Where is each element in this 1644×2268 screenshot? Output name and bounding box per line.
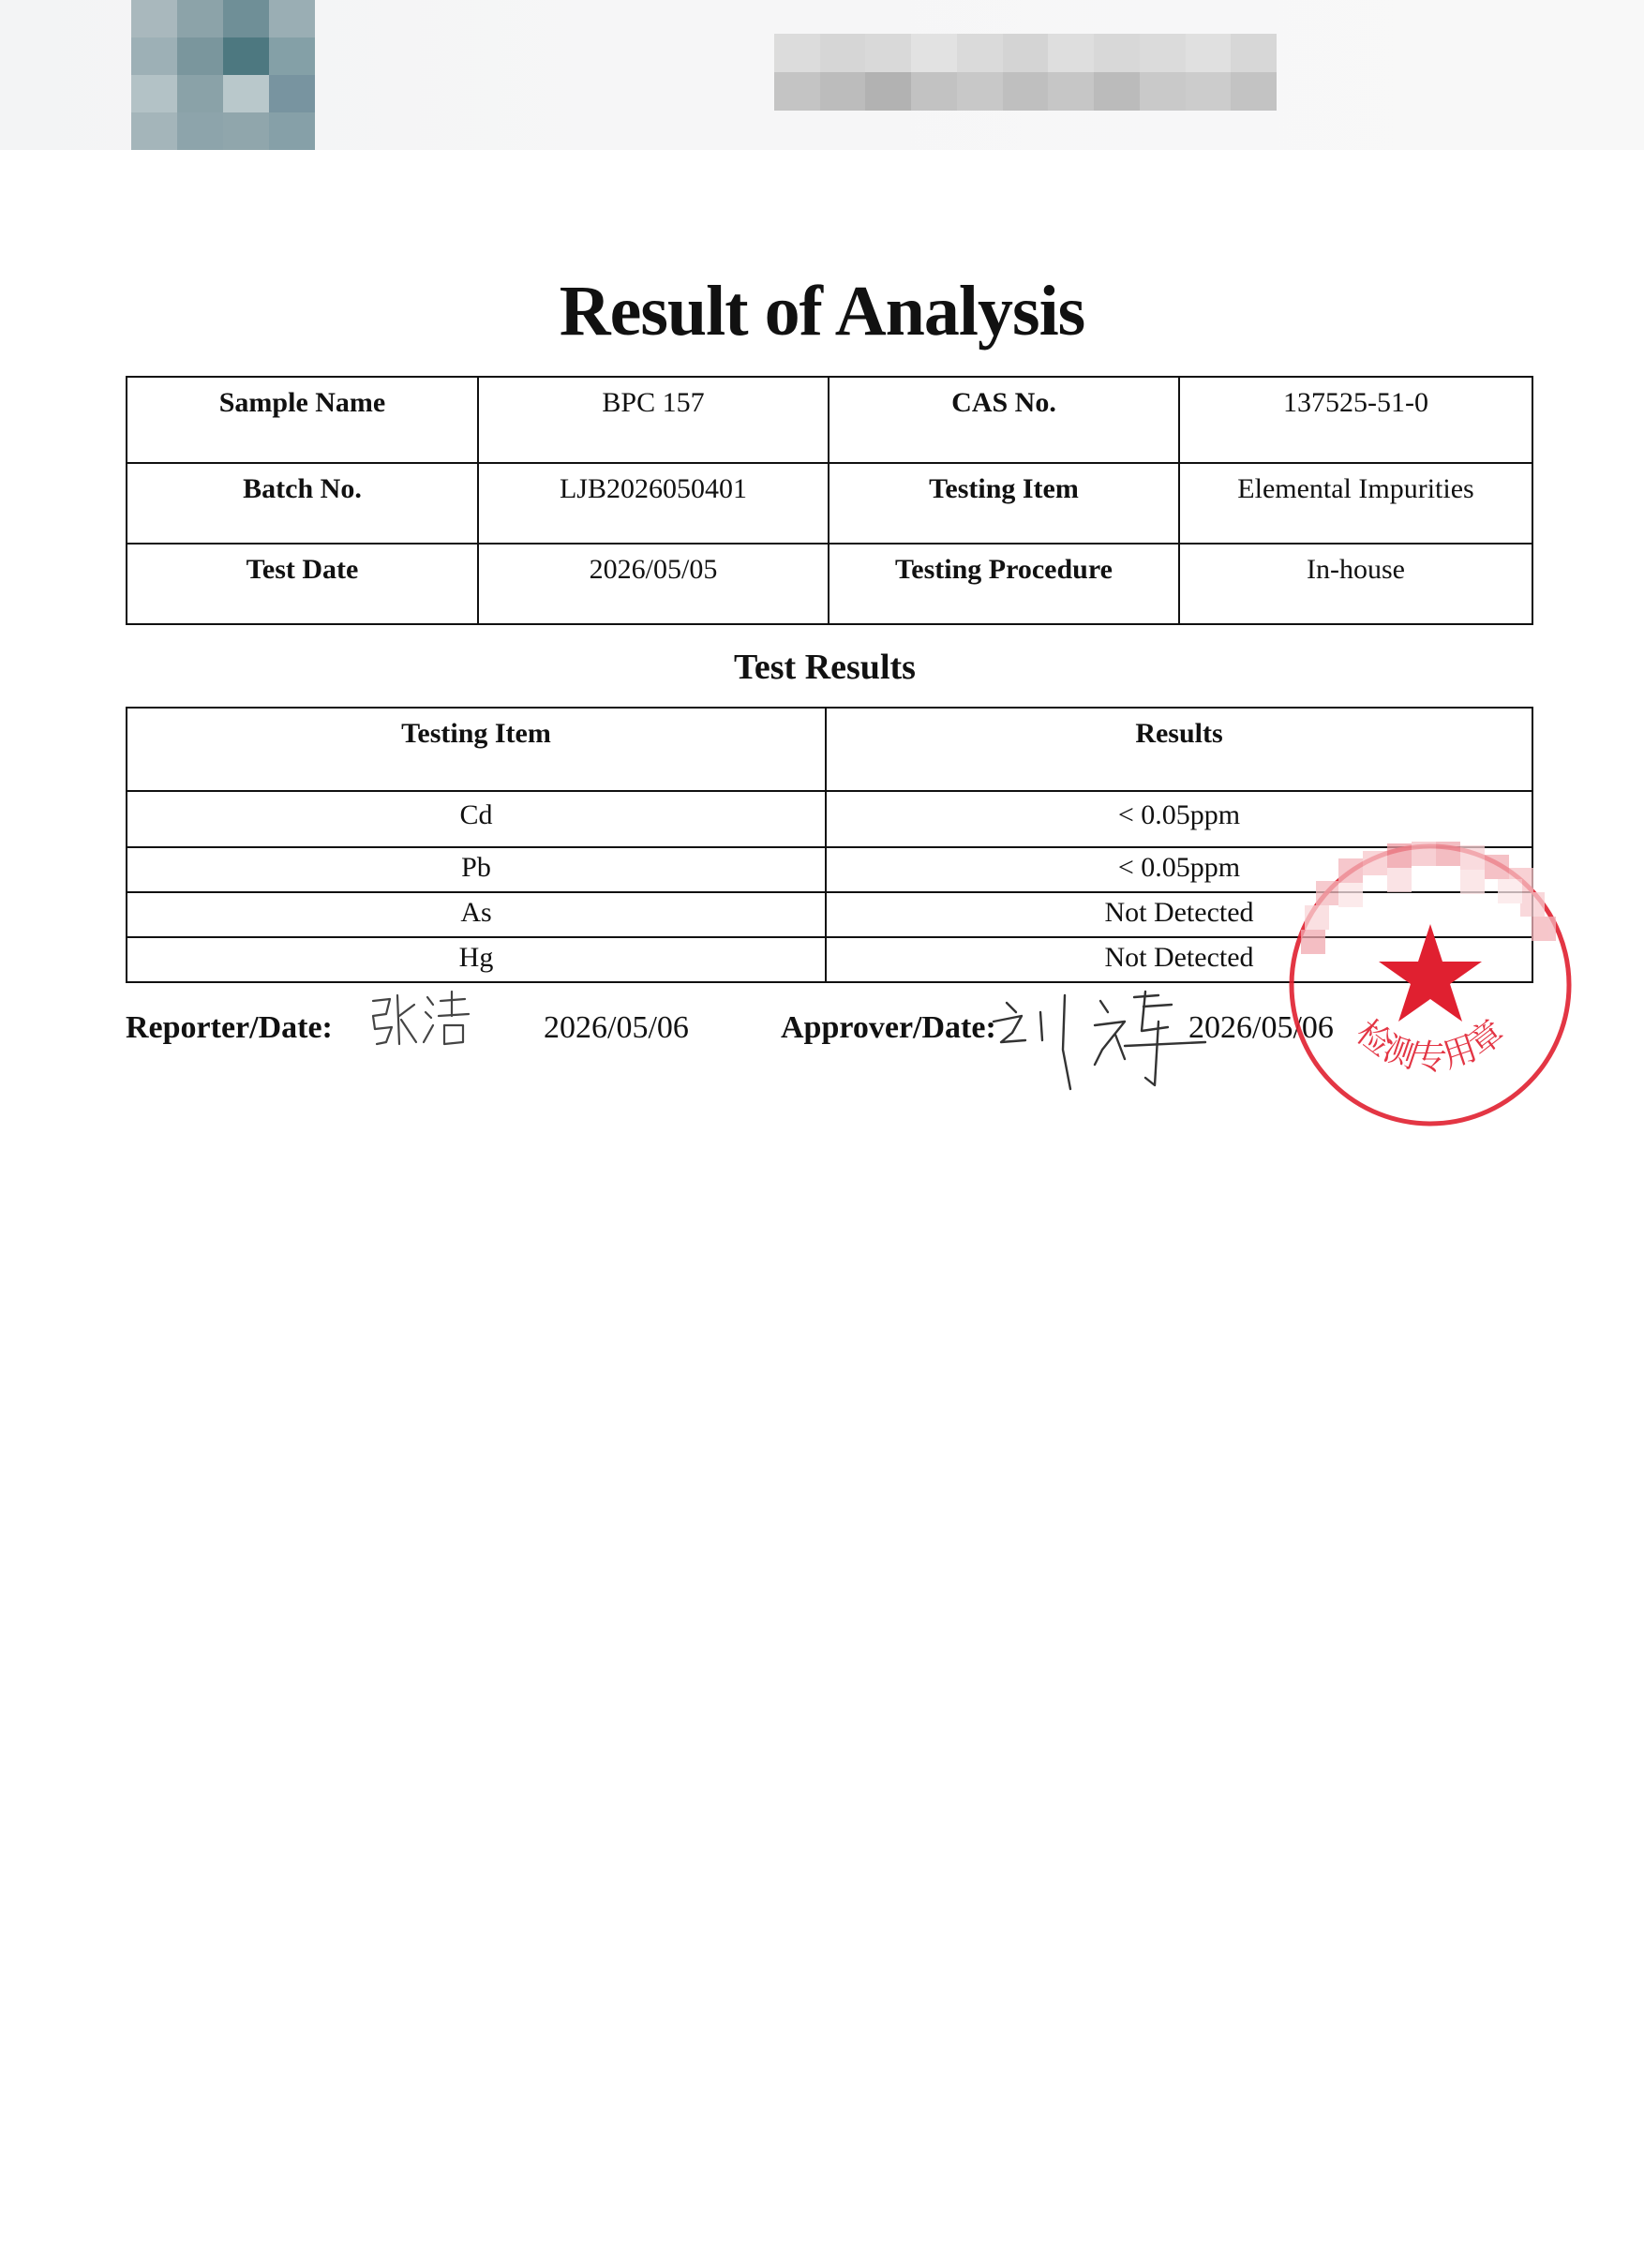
- element-cell: Pb: [127, 847, 826, 892]
- testing-item-label: Testing Item: [829, 463, 1179, 544]
- result-cell: Not Detected: [826, 937, 1532, 982]
- sample-name-label: Sample Name: [127, 377, 478, 463]
- batch-number-label: Batch No.: [127, 463, 478, 544]
- approver-signature: [984, 984, 1218, 1097]
- cas-number-label: CAS No.: [829, 377, 1179, 463]
- redacted-header: [0, 0, 1644, 150]
- cas-number-value: 137525-51-0: [1179, 377, 1532, 463]
- column-header-results: Results: [826, 708, 1532, 791]
- batch-number-value: LJB2026050401: [478, 463, 829, 544]
- element-cell: Cd: [127, 791, 826, 847]
- stamp-text: 检测专用章: [1349, 1012, 1512, 1077]
- inspection-stamp: [1282, 830, 1578, 1140]
- reporter-date-label: Reporter/Date:: [126, 1010, 333, 1045]
- info-row: [127, 377, 1532, 463]
- result-cell: Not Detected: [826, 892, 1532, 937]
- document-title: Result of Analysis: [559, 272, 1085, 351]
- test-date-label: Test Date: [127, 544, 478, 624]
- testing-procedure-label: Testing Procedure: [829, 544, 1179, 624]
- result-cell: < 0.05ppm: [826, 847, 1532, 892]
- info-row: [127, 544, 1532, 624]
- approver-date-value: 2026/05/06: [1188, 1010, 1334, 1045]
- svg-text:检测专用章: [1349, 1013, 1512, 1077]
- reporter-signature: [366, 988, 478, 1053]
- column-header-testing-item: Testing Item: [127, 708, 826, 791]
- testing-item-value: Elemental Impurities: [1179, 463, 1532, 544]
- test-results-heading: Test Results: [734, 648, 916, 687]
- redacted-logo: [131, 0, 315, 150]
- element-cell: As: [127, 892, 826, 937]
- result-cell: < 0.05ppm: [826, 791, 1532, 847]
- test-date-value: 2026/05/05: [478, 544, 829, 624]
- results-header-row: [127, 708, 1532, 791]
- approver-date-label: Approver/Date:: [781, 1010, 996, 1045]
- sample-name-value: BPC 157: [478, 377, 829, 463]
- sample-info-table: [126, 376, 1533, 625]
- info-row: [127, 463, 1532, 544]
- testing-procedure-value: In-house: [1179, 544, 1532, 624]
- stamp-star-icon: [1379, 924, 1482, 1022]
- reporter-date-value: 2026/05/06: [544, 1010, 689, 1045]
- element-cell: Hg: [127, 937, 826, 982]
- redacted-company-name: [774, 34, 1277, 111]
